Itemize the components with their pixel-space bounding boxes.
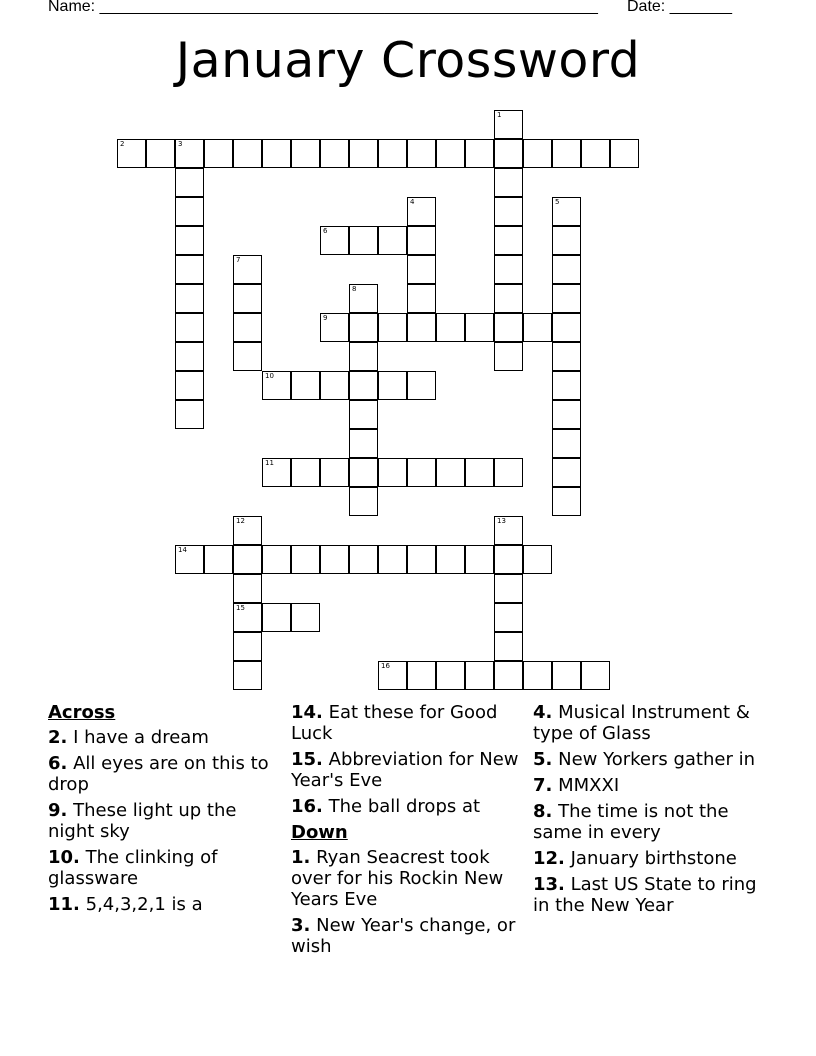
- grid-cell[interactable]: [378, 226, 407, 255]
- grid-cell[interactable]: [349, 226, 378, 255]
- grid-cell[interactable]: [175, 197, 204, 226]
- grid-cell[interactable]: [233, 632, 262, 661]
- grid-cell[interactable]: [175, 284, 204, 313]
- clue-number: 12.: [533, 848, 565, 869]
- grid-cell[interactable]: [262, 371, 291, 400]
- grid-cell[interactable]: [552, 487, 581, 516]
- grid-cell[interactable]: [349, 371, 378, 400]
- grid-cell[interactable]: [233, 661, 262, 690]
- grid-cell[interactable]: [233, 284, 262, 313]
- clue-text: New Yorkers gather in: [558, 749, 755, 770]
- clue-text: Abbreviation for New Year's Eve: [291, 749, 519, 791]
- grid-cell[interactable]: [175, 255, 204, 284]
- across-heading: Across: [48, 702, 116, 723]
- grid-cell[interactable]: [523, 545, 552, 574]
- clue-across-14: [291, 702, 526, 744]
- grid-cell[interactable]: [407, 197, 436, 226]
- cell-number: 4: [410, 198, 415, 206]
- grid-cell[interactable]: [320, 139, 349, 168]
- name-field-label: Name: ________________________________________________________: [48, 0, 598, 15]
- clue-number: 11.: [48, 894, 80, 915]
- grid-cell[interactable]: [494, 255, 523, 284]
- grid-cell[interactable]: [378, 139, 407, 168]
- grid-cell[interactable]: [494, 284, 523, 313]
- clue-number: 8.: [533, 801, 553, 822]
- grid-cell[interactable]: [204, 545, 233, 574]
- clue-number: 9.: [48, 800, 68, 821]
- grid-cell[interactable]: [465, 313, 494, 342]
- grid-cell[interactable]: [175, 168, 204, 197]
- cell-number: 2: [120, 140, 125, 148]
- grid-cell[interactable]: [552, 139, 581, 168]
- grid-cell[interactable]: [320, 226, 349, 255]
- grid-cell[interactable]: [378, 545, 407, 574]
- grid-cell[interactable]: [494, 110, 523, 139]
- grid-cell[interactable]: [233, 603, 262, 632]
- grid-cell[interactable]: [552, 313, 581, 342]
- grid-cell[interactable]: [262, 603, 291, 632]
- clue-number: 15.: [291, 749, 323, 770]
- grid-cell[interactable]: [175, 313, 204, 342]
- clue-text: New Year's change, or wish: [291, 915, 516, 957]
- grid-cell[interactable]: [407, 545, 436, 574]
- grid-cell[interactable]: [523, 139, 552, 168]
- clue-text: The clinking of glassware: [48, 847, 218, 889]
- date-field-label: Date: _______: [627, 0, 732, 15]
- grid-cell[interactable]: [523, 313, 552, 342]
- clue-number: 1.: [291, 847, 311, 868]
- grid-cell[interactable]: [465, 139, 494, 168]
- grid-cell[interactable]: [552, 284, 581, 313]
- clue-across-16: [291, 796, 526, 817]
- grid-cell[interactable]: [436, 313, 465, 342]
- clue-text: January birthstone: [570, 848, 737, 869]
- clue-down-8: [533, 801, 773, 843]
- grid-cell[interactable]: [494, 603, 523, 632]
- clue-number: 14.: [291, 702, 323, 723]
- down-heading: Down: [291, 822, 348, 843]
- cell-number: 10: [265, 372, 274, 380]
- clue-text: Musical Instrument & type of Glass: [533, 702, 750, 744]
- grid-cell[interactable]: [407, 226, 436, 255]
- grid-cell[interactable]: [552, 226, 581, 255]
- grid-cell[interactable]: [494, 139, 523, 168]
- grid-cell[interactable]: [291, 603, 320, 632]
- grid-cell[interactable]: [291, 371, 320, 400]
- grid-cell[interactable]: [523, 661, 552, 690]
- grid-cell[interactable]: [175, 371, 204, 400]
- clue-across-6: [48, 753, 278, 795]
- grid-cell[interactable]: [552, 342, 581, 371]
- grid-cell[interactable]: [175, 342, 204, 371]
- grid-cell[interactable]: [407, 139, 436, 168]
- clue-across-10: [48, 847, 278, 889]
- grid-cell[interactable]: [349, 139, 378, 168]
- grid-cell[interactable]: [378, 371, 407, 400]
- clue-text: 5,4,3,2,1 is a: [85, 894, 203, 915]
- grid-cell[interactable]: [552, 458, 581, 487]
- grid-cell[interactable]: [552, 371, 581, 400]
- cell-number: 14: [178, 546, 187, 554]
- grid-cell[interactable]: [320, 371, 349, 400]
- grid-cell[interactable]: [407, 458, 436, 487]
- cell-number: 15: [236, 604, 245, 612]
- clue-number: 13.: [533, 874, 565, 895]
- grid-cell[interactable]: [233, 313, 262, 342]
- grid-cell[interactable]: [494, 545, 523, 574]
- grid-cell[interactable]: [552, 400, 581, 429]
- clue-column-2: [291, 702, 526, 962]
- clue-text: I have a dream: [73, 727, 209, 748]
- grid-cell[interactable]: [204, 139, 233, 168]
- clue-number: 10.: [48, 847, 80, 868]
- grid-cell[interactable]: [233, 545, 262, 574]
- clue-number: 3.: [291, 915, 311, 936]
- grid-cell[interactable]: [378, 458, 407, 487]
- grid-cell[interactable]: [320, 313, 349, 342]
- grid-cell[interactable]: [349, 458, 378, 487]
- clue-text: Ryan Seacrest took over for his Rockin New Years Eve: [291, 847, 504, 910]
- grid-cell[interactable]: [552, 197, 581, 226]
- grid-cell[interactable]: [378, 313, 407, 342]
- grid-cell[interactable]: [494, 226, 523, 255]
- grid-cell[interactable]: [581, 661, 610, 690]
- clue-column-1: [48, 702, 278, 920]
- grid-cell[interactable]: [349, 342, 378, 371]
- cell-number: 11: [265, 459, 274, 467]
- grid-cell[interactable]: [407, 255, 436, 284]
- grid-cell[interactable]: [233, 139, 262, 168]
- clue-across-2: [48, 727, 278, 748]
- grid-cell[interactable]: [146, 139, 175, 168]
- grid-cell[interactable]: [291, 139, 320, 168]
- grid-cell[interactable]: [320, 458, 349, 487]
- grid-cell[interactable]: [581, 139, 610, 168]
- clue-down-7: [533, 775, 773, 796]
- grid-cell[interactable]: [436, 661, 465, 690]
- clue-number: 4.: [533, 702, 553, 723]
- grid-cell[interactable]: [494, 168, 523, 197]
- grid-cell[interactable]: [494, 313, 523, 342]
- grid-cell[interactable]: [494, 342, 523, 371]
- grid-cell[interactable]: [610, 139, 639, 168]
- grid-cell[interactable]: [349, 313, 378, 342]
- grid-cell[interactable]: [175, 545, 204, 574]
- grid-cell[interactable]: [436, 458, 465, 487]
- cell-number: 8: [352, 285, 357, 293]
- grid-cell[interactable]: [494, 458, 523, 487]
- grid-cell[interactable]: [117, 139, 146, 168]
- grid-cell[interactable]: [494, 516, 523, 545]
- cell-number: 7: [236, 256, 241, 264]
- grid-cell[interactable]: [436, 139, 465, 168]
- clue-number: 7.: [533, 775, 553, 796]
- grid-cell[interactable]: [407, 371, 436, 400]
- clue-number: 6.: [48, 753, 68, 774]
- cell-number: 6: [323, 227, 328, 235]
- clue-across-9: [48, 800, 278, 842]
- grid-cell[interactable]: [407, 284, 436, 313]
- grid-cell[interactable]: [465, 661, 494, 690]
- grid-cell[interactable]: [494, 197, 523, 226]
- clue-text: Last US State to ring in the New Year: [533, 874, 757, 916]
- grid-cell[interactable]: [233, 516, 262, 545]
- grid-cell[interactable]: [465, 545, 494, 574]
- grid-cell[interactable]: [349, 487, 378, 516]
- clue-text: The time is not the same in every: [533, 801, 729, 843]
- cell-number: 16: [381, 662, 390, 670]
- grid-cell[interactable]: [465, 458, 494, 487]
- grid-cell[interactable]: [494, 632, 523, 661]
- grid-cell[interactable]: [407, 313, 436, 342]
- grid-cell[interactable]: [233, 574, 262, 603]
- clue-across-15: [291, 749, 526, 791]
- clue-text: All eyes are on this to drop: [48, 753, 269, 795]
- cell-number: 1: [497, 111, 502, 119]
- clue-down-4: [533, 702, 773, 744]
- grid-cell[interactable]: [552, 255, 581, 284]
- grid-cell[interactable]: [291, 545, 320, 574]
- clue-down-13: [533, 874, 773, 916]
- grid-cell[interactable]: [262, 545, 291, 574]
- clue-down-1: [291, 847, 526, 910]
- grid-cell[interactable]: [494, 574, 523, 603]
- cell-number: 12: [236, 517, 245, 525]
- clue-number: 5.: [533, 749, 553, 770]
- grid-cell[interactable]: [349, 284, 378, 313]
- clue-text: Eat these for Good Luck: [291, 702, 498, 744]
- cell-number: 9: [323, 314, 328, 322]
- grid-cell[interactable]: [233, 342, 262, 371]
- grid-cell[interactable]: [494, 661, 523, 690]
- grid-cell[interactable]: [175, 400, 204, 429]
- page-title: January Crossword: [175, 32, 641, 89]
- clue-down-5: [533, 749, 773, 770]
- grid-cell[interactable]: [552, 429, 581, 458]
- grid-cell[interactable]: [262, 139, 291, 168]
- grid-cell[interactable]: [349, 545, 378, 574]
- grid-cell[interactable]: [378, 661, 407, 690]
- grid-cell[interactable]: [320, 545, 349, 574]
- cell-number: 5: [555, 198, 560, 206]
- clue-down-12: [533, 848, 773, 869]
- grid-cell[interactable]: [175, 139, 204, 168]
- grid-cell[interactable]: [407, 661, 436, 690]
- grid-cell[interactable]: [436, 545, 465, 574]
- clue-text: The ball drops at: [328, 796, 481, 817]
- grid-cell[interactable]: [233, 255, 262, 284]
- clue-number: 2.: [48, 727, 68, 748]
- clue-across-11: [48, 894, 278, 915]
- clue-text: MMXXI: [558, 775, 620, 796]
- grid-cell[interactable]: [262, 458, 291, 487]
- clue-text: These light up the night sky: [48, 800, 237, 842]
- grid-cell[interactable]: [349, 400, 378, 429]
- cell-number: 13: [497, 517, 506, 525]
- grid-cell[interactable]: [175, 226, 204, 255]
- grid-cell[interactable]: [349, 429, 378, 458]
- grid-cell[interactable]: [291, 458, 320, 487]
- clue-down-3: [291, 915, 526, 957]
- clue-column-3: [533, 702, 773, 921]
- cell-number: 3: [178, 140, 183, 148]
- clue-number: 16.: [291, 796, 323, 817]
- grid-cell[interactable]: [552, 661, 581, 690]
